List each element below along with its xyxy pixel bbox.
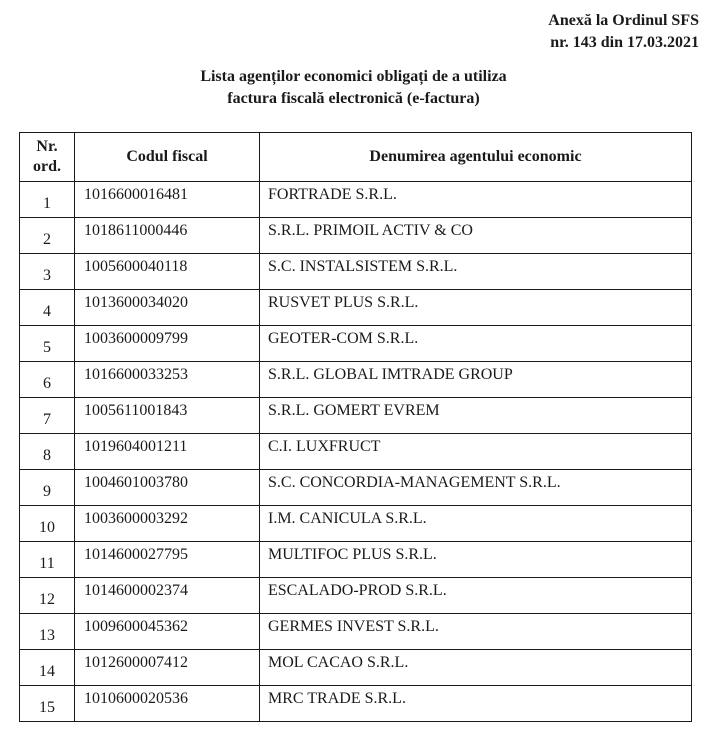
company-name: I.M. CANICULA S.R.L.: [260, 506, 692, 542]
row-number: 10: [20, 506, 75, 542]
company-name: RUSVET PLUS S.R.L.: [260, 290, 692, 326]
company-name: MULTIFOC PLUS S.R.L.: [260, 542, 692, 578]
row-number: 7: [20, 398, 75, 434]
company-name: S.R.L. PRIMOIL ACTIV & CO: [260, 218, 692, 254]
company-name: C.I. LUXFRUCT: [260, 434, 692, 470]
column-header-nr-line-1: Nr.: [36, 138, 58, 155]
table-row: [20, 362, 692, 398]
fiscal-code: 1014600002374: [75, 578, 260, 614]
table-body: [20, 182, 692, 722]
annex-reference: [548, 10, 699, 54]
row-number: 12: [20, 578, 75, 614]
table-row: [20, 578, 692, 614]
row-number: 2: [20, 218, 75, 254]
table-row: [20, 182, 692, 218]
row-number: 13: [20, 614, 75, 650]
row-number: 11: [20, 542, 75, 578]
document-title-line-2: factura fiscală electronică (e-factura): [227, 90, 480, 107]
table-header-row: [20, 133, 692, 182]
row-number: 14: [20, 650, 75, 686]
annex-line-1: Anexă la Ordinul SFS: [548, 12, 699, 29]
document-title: [0, 66, 707, 110]
company-name: FORTRADE S.R.L.: [260, 182, 692, 218]
fiscal-code: 1005611001843: [75, 398, 260, 434]
table-row: [20, 506, 692, 542]
company-name: S.R.L. GLOBAL IMTRADE GROUP: [260, 362, 692, 398]
table-row: [20, 470, 692, 506]
table-row: [20, 542, 692, 578]
column-header-nr: [20, 133, 75, 182]
table-row: [20, 614, 692, 650]
table-row: [20, 650, 692, 686]
company-name: S.R.L. GOMERT EVREM: [260, 398, 692, 434]
column-header-nr-line-2: ord.: [33, 158, 61, 175]
row-number: 5: [20, 326, 75, 362]
fiscal-code: 1012600007412: [75, 650, 260, 686]
agents-table: [19, 132, 692, 722]
company-name: GEOTER-COM S.R.L.: [260, 326, 692, 362]
annex-line-2: nr. 143 din 17.03.2021: [550, 34, 699, 51]
row-number: 8: [20, 434, 75, 470]
fiscal-code: 1013600034020: [75, 290, 260, 326]
column-header-name: Denumirea agentului economic: [260, 133, 692, 182]
company-name: S.C. CONCORDIA-MANAGEMENT S.R.L.: [260, 470, 692, 506]
fiscal-code: 1004601003780: [75, 470, 260, 506]
fiscal-code: 1016600033253: [75, 362, 260, 398]
fiscal-code: 1018611000446: [75, 218, 260, 254]
table-row: [20, 326, 692, 362]
fiscal-code: 1005600040118: [75, 254, 260, 290]
fiscal-code: 1010600020536: [75, 686, 260, 722]
fiscal-code: 1003600009799: [75, 326, 260, 362]
fiscal-code: 1009600045362: [75, 614, 260, 650]
table-row: [20, 686, 692, 722]
table-row: [20, 434, 692, 470]
company-name: MOL CACAO S.R.L.: [260, 650, 692, 686]
table-row: [20, 218, 692, 254]
row-number: 1: [20, 182, 75, 218]
company-name: GERMES INVEST S.R.L.: [260, 614, 692, 650]
company-name: S.C. INSTALSISTEM S.R.L.: [260, 254, 692, 290]
fiscal-code: 1016600016481: [75, 182, 260, 218]
company-name: ESCALADO-PROD S.R.L.: [260, 578, 692, 614]
column-header-code: Codul fiscal: [75, 133, 260, 182]
row-number: 4: [20, 290, 75, 326]
row-number: 3: [20, 254, 75, 290]
document-title-line-1: Lista agenților economici obligați de a utiliza: [200, 68, 507, 85]
table-row: [20, 254, 692, 290]
company-name: MRC TRADE S.R.L.: [260, 686, 692, 722]
row-number: 6: [20, 362, 75, 398]
row-number: 9: [20, 470, 75, 506]
fiscal-code: 1003600003292: [75, 506, 260, 542]
row-number: 15: [20, 686, 75, 722]
table-row: [20, 398, 692, 434]
table-row: [20, 290, 692, 326]
fiscal-code: 1014600027795: [75, 542, 260, 578]
fiscal-code: 1019604001211: [75, 434, 260, 470]
